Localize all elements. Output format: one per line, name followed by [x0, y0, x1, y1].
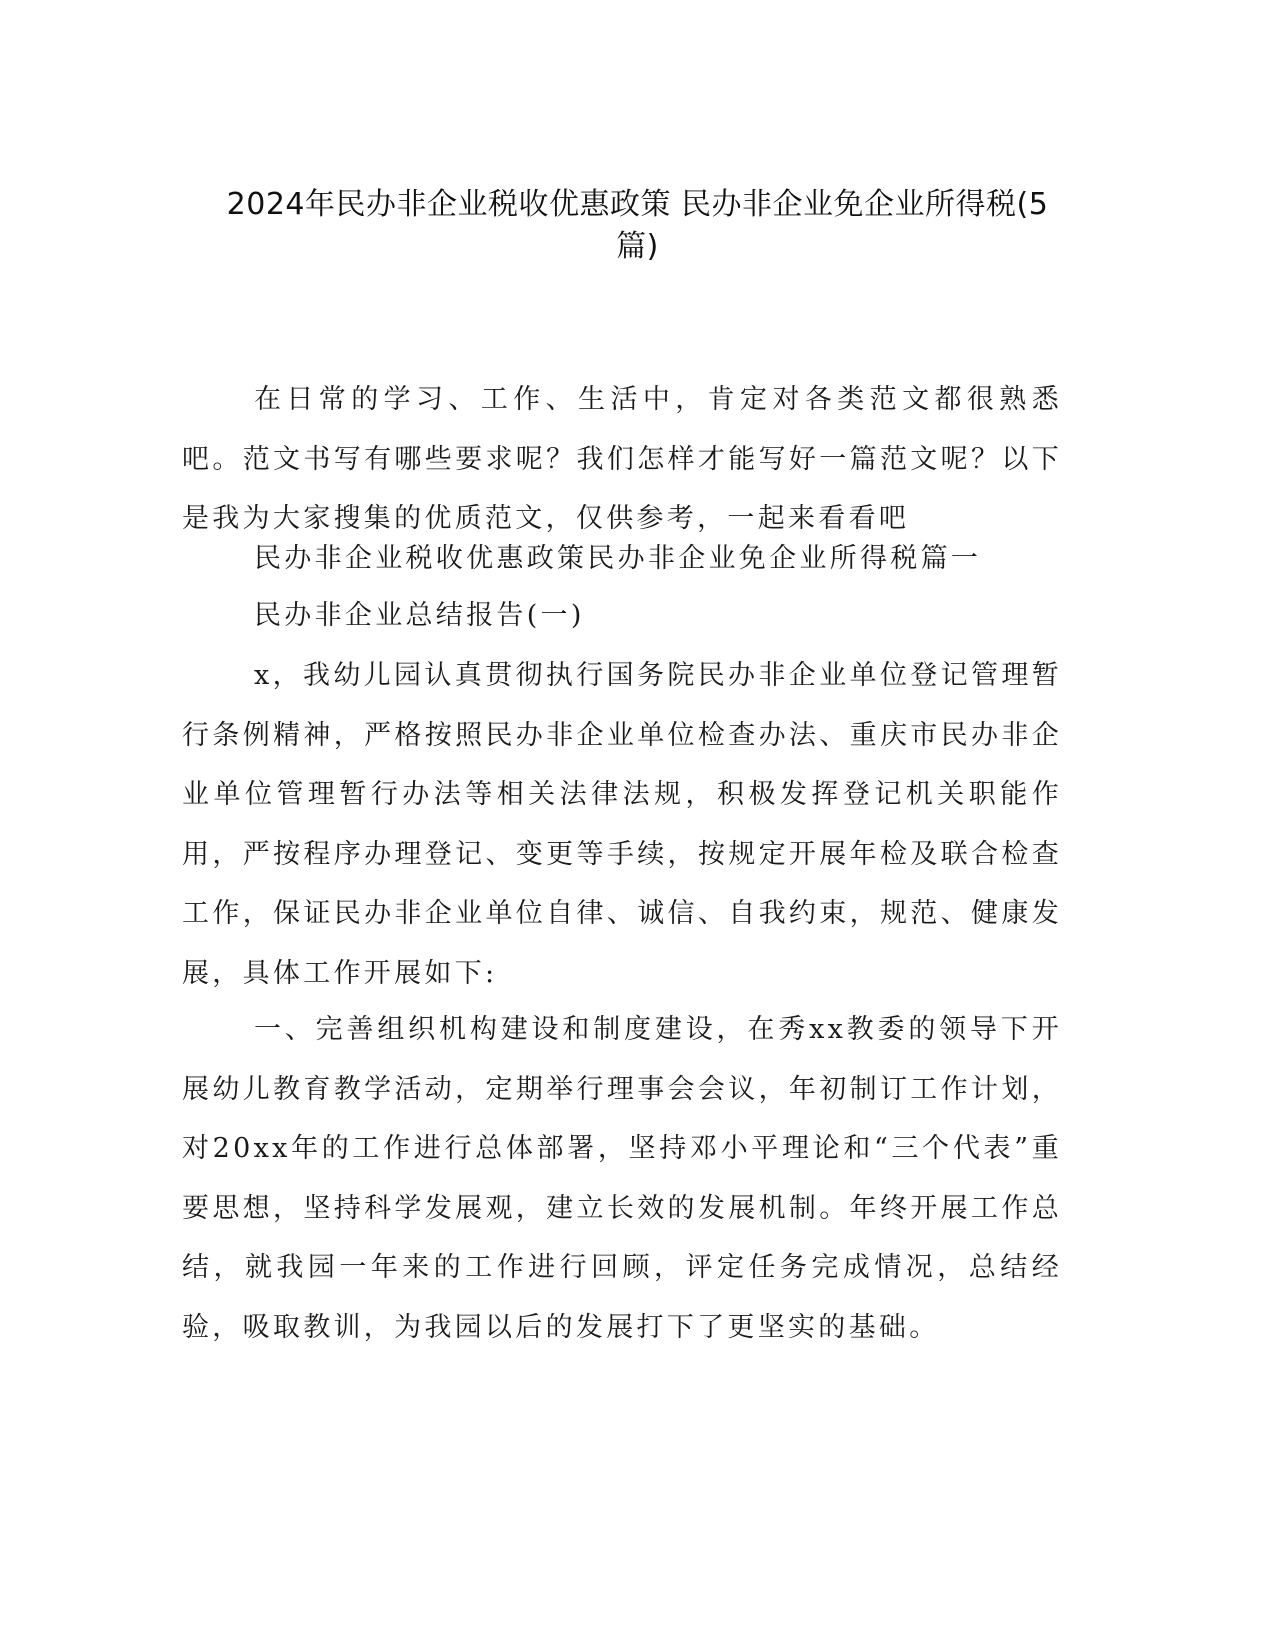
section-heading: 民办非企业税收优惠政策民办非企业免企业所得税篇一	[254, 543, 982, 574]
intro-paragraph: 在日常的学习、工作、生活中，肯定对各类范文都很熟悉吧。范文书写有哪些要求呢？我们怎样才能写好一篇范文呢？以下是我为大家搜集的优质范文，仅供参考，一起来看看吧	[182, 384, 1062, 534]
body-paragraph-1: x，我幼儿园认真贯彻执行国务院民办非企业单位登记管理暂行条例精神，严格按照民办非企业单位检查办法、重庆市民办非企业单位管理暂行办法等相关法律法规，积极发挥登记机关职能作用，严按程序办理登记、变更等手续，按规定开展年检及联合检查工作，保证民办非企业单位自律、诚信、自我约束，规范、健康发展，具体工作开展如下:	[182, 660, 1062, 989]
document-title: 2024年民办非企业税收优惠政策 民办非企业免企业所得税(5 篇)	[226, 187, 1049, 264]
report-title: 民办非企业总结报告(一)	[254, 600, 585, 631]
body-paragraph-2: 一、完善组织机构建设和制度建设，在秀xx教委的领导下开展幼儿教育教学活动，定期举行理事会会议，年初制订工作计划，对20xx年的工作进行总体部署，坚持邓小平理论和“三个代表”重要思想，坚持科学发展观，建立长效的发展机制。年终开展工作总结，就我园一年来的工作进行回顾，评定任务完成情况，总结经验，吸取教训，为我园以后的发展打下了更坚实的基础。	[182, 1014, 1062, 1343]
